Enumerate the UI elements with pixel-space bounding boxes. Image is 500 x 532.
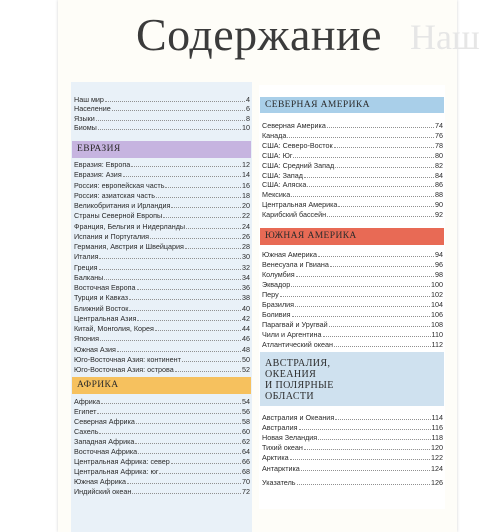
toc-entry-label: Языки xyxy=(74,113,95,123)
dot-leader xyxy=(96,114,245,121)
toc-entry xyxy=(262,330,443,339)
dot-leader xyxy=(129,293,241,300)
toc-entry-label: Германия, Австрия и Швейцария xyxy=(74,242,184,251)
toc-entry xyxy=(262,121,443,130)
toc-entry-page: 84 xyxy=(435,170,443,180)
toc-entry-page: 12 xyxy=(242,160,250,169)
toc-entry xyxy=(262,464,443,473)
toc-entry-label: Антарктика xyxy=(262,463,300,473)
toc-entry-page: 42 xyxy=(242,313,250,323)
toc-entry-page: 106 xyxy=(431,310,443,320)
toc-entry-page: 30 xyxy=(242,252,250,262)
toc-entry xyxy=(262,290,443,299)
toc-entry-page: 50 xyxy=(242,354,250,364)
toc-entry xyxy=(262,171,443,180)
dot-leader xyxy=(100,334,241,341)
toc-entry-label: Япония xyxy=(74,334,99,344)
toc-entry xyxy=(74,365,250,374)
toc-entry-page: 8 xyxy=(246,113,250,123)
dot-leader xyxy=(291,280,430,287)
page-title: Содержание xyxy=(136,9,383,60)
dot-leader xyxy=(117,345,241,352)
toc-entry xyxy=(74,467,250,476)
toc-entry-page: 68 xyxy=(242,467,250,476)
dot-leader xyxy=(330,260,434,267)
toc-entry-page: 94 xyxy=(435,250,443,259)
toc-entry-page: 74 xyxy=(435,121,443,130)
toc-entry-page: 120 xyxy=(431,443,443,453)
toc-entry-label: Южная Азия xyxy=(74,344,116,354)
toc-entry-label: Мексика xyxy=(262,190,291,200)
toc-entry-label: Африка xyxy=(74,397,101,406)
dot-leader xyxy=(323,330,431,337)
toc-entry xyxy=(74,407,250,416)
dot-leader xyxy=(335,161,434,168)
dot-leader xyxy=(163,211,241,218)
heading-line: И ПОЛЯРНЫЕ xyxy=(265,380,334,391)
toc-entry-label: Ближний Восток xyxy=(74,303,129,313)
dot-leader xyxy=(287,131,434,138)
dot-leader xyxy=(135,437,241,444)
toc-entry xyxy=(74,170,250,179)
dot-leader xyxy=(329,320,430,327)
toc-entry xyxy=(74,447,250,456)
toc-entry-label: Юго-Восточная Азия: континент xyxy=(74,354,181,364)
toc-entry-page: 44 xyxy=(242,324,250,333)
toc-entry xyxy=(262,200,443,209)
toc-entry-label: Центральная Африка: север xyxy=(74,457,170,466)
toc-entry xyxy=(74,427,250,436)
toc-entry-page: 90 xyxy=(435,200,443,210)
toc-entry-page: 118 xyxy=(431,433,443,443)
toc-entry xyxy=(262,180,443,189)
toc-entry-label: США: Юг xyxy=(262,150,293,160)
toc-entry-label: Греция xyxy=(74,262,98,272)
toc-entry-label: Италия xyxy=(74,252,99,262)
toc-entry-page: 96 xyxy=(435,260,443,270)
toc-entry-label: Перу xyxy=(262,290,279,300)
dot-leader xyxy=(292,310,431,317)
dot-leader xyxy=(334,141,434,148)
dot-leader xyxy=(131,160,241,167)
toc-entry-label: Китай, Монголия, Корея xyxy=(74,324,154,333)
dot-leader xyxy=(304,171,434,178)
toc-entry-label: Страны Северной Европы xyxy=(74,211,163,221)
dot-leader xyxy=(291,190,434,197)
dot-leader xyxy=(335,413,430,420)
toc-entry-page: 104 xyxy=(431,300,443,310)
toc-entry-label: Северная Америка xyxy=(262,121,326,130)
toc-entry xyxy=(262,270,443,279)
toc-entry-label: Египет xyxy=(74,407,97,416)
toc-entry-label: Тихий океан xyxy=(262,443,303,453)
dot-leader xyxy=(297,478,430,485)
section-heading-south-america: ЮЖНАЯ АМЕРИКА xyxy=(260,228,444,245)
dot-leader xyxy=(327,121,434,128)
toc-entry xyxy=(74,293,250,302)
toc-entry-page: 14 xyxy=(242,170,250,180)
toc-entry-page: 56 xyxy=(242,407,250,416)
toc-entry-label: Наш мир xyxy=(74,95,104,104)
dot-leader xyxy=(327,210,434,217)
toc-entry-label: Южная Африка xyxy=(74,477,127,486)
toc-entry-label: Россия: европейская часть xyxy=(74,180,165,190)
toc-entry xyxy=(74,355,250,364)
toc-entry-label: Евразия: Европа xyxy=(74,160,131,169)
dot-leader xyxy=(186,222,241,229)
toc-entry xyxy=(74,181,250,190)
toc-entry-label: Юго-Восточная Азия: острова xyxy=(74,365,174,374)
toc-entry-page: 48 xyxy=(242,344,250,354)
dot-leader xyxy=(136,417,241,424)
toc-entry-label: Восточная Африка xyxy=(74,447,138,456)
toc-entry-label: Боливия xyxy=(262,310,291,320)
dot-leader xyxy=(171,201,241,208)
section-heading-australia-oceania-polar xyxy=(260,352,444,406)
toc-entry xyxy=(74,334,250,343)
toc-entry-label: Центральная Африка: юг xyxy=(74,467,159,476)
toc-entry-label: Австралия и Океания xyxy=(262,413,335,422)
section-heading-eurasia: ЕВРАЗИЯ xyxy=(72,141,251,158)
toc-entry-page: 40 xyxy=(242,303,250,313)
toc-entry-page: 18 xyxy=(242,190,250,200)
toc-entry xyxy=(262,300,443,309)
dot-leader xyxy=(104,273,241,280)
dot-leader xyxy=(105,95,245,102)
toc-entry-label: Австралия xyxy=(262,423,298,433)
dot-leader xyxy=(129,304,241,311)
toc-entry-page: 86 xyxy=(435,180,443,190)
toc-entry-label: Атлантический океан xyxy=(262,340,333,350)
toc-entry-label: Чили и Аргентина xyxy=(262,330,322,340)
toc-entry-page: 98 xyxy=(435,270,443,280)
toc-entry-page: 64 xyxy=(242,447,250,456)
toc-entry-label: Эквадор xyxy=(262,280,291,290)
toc-entry xyxy=(262,413,443,422)
toc-entry-page: 16 xyxy=(242,180,250,190)
toc-entry-page: 54 xyxy=(242,397,250,406)
toc-entry-page: 88 xyxy=(435,190,443,200)
toc-entry-label: Великобритания и Ирландия xyxy=(74,201,171,210)
dot-leader xyxy=(137,283,241,290)
toc-entry-page: 80 xyxy=(435,150,443,160)
toc-entry xyxy=(74,252,250,261)
toc-entry xyxy=(74,477,250,486)
toc-entry-page: 38 xyxy=(242,293,250,303)
toc-entry xyxy=(262,141,443,150)
toc-entry xyxy=(74,95,250,104)
toc-entry-page: 6 xyxy=(246,104,250,114)
toc-entry-label: Центральная Америка xyxy=(262,200,338,210)
toc-entry xyxy=(74,487,250,496)
toc-entry-label: Бразилия xyxy=(262,300,295,310)
toc-entry xyxy=(262,280,443,289)
toc-entry xyxy=(74,457,250,466)
heading-line: ОКЕАНИЯ xyxy=(265,369,317,380)
toc-entry xyxy=(74,242,250,251)
dot-leader xyxy=(338,200,434,207)
toc-entry-label: Новая Зеландия xyxy=(262,433,318,443)
toc-entry-page: 110 xyxy=(431,330,443,340)
toc-entry-page: 58 xyxy=(242,417,250,426)
toc-entry-label: США: Аляска xyxy=(262,180,307,190)
toc-entry xyxy=(74,104,250,113)
toc-entry-page: 72 xyxy=(242,487,250,496)
dot-leader xyxy=(155,324,241,331)
dot-leader xyxy=(127,477,241,484)
dot-leader xyxy=(99,427,241,434)
toc-entry xyxy=(74,437,250,446)
dot-leader xyxy=(293,151,434,158)
toc-entry xyxy=(262,250,443,259)
toc-entry-page: 124 xyxy=(431,463,443,473)
dot-leader xyxy=(99,252,241,259)
toc-entry-page: 122 xyxy=(431,453,443,463)
toc-entry-page: 28 xyxy=(242,242,250,251)
toc-entry-page: 100 xyxy=(431,280,443,290)
toc-entry-page: 108 xyxy=(431,320,443,330)
dot-leader xyxy=(334,340,431,347)
dot-leader xyxy=(132,487,241,494)
toc-entry-label: Испания и Португалия xyxy=(74,231,150,241)
dot-leader xyxy=(318,250,434,257)
toc-entry-label: Россия: азиатская часть xyxy=(74,190,155,200)
toc-entry xyxy=(262,151,443,160)
facing-page-heading: Наш xyxy=(410,17,480,57)
heading-line: АВСТРАЛИЯ, xyxy=(265,358,331,369)
toc-entry xyxy=(74,160,250,169)
heading-line: ОБЛАСТИ xyxy=(265,391,315,402)
toc-entry xyxy=(74,222,250,231)
toc-entry-page: 60 xyxy=(242,427,250,436)
toc-entry xyxy=(74,232,250,241)
toc-entry xyxy=(74,201,250,210)
toc-entry-page: 92 xyxy=(435,210,443,220)
dot-leader xyxy=(97,407,241,414)
toc-entry-label: Биомы xyxy=(74,123,97,133)
toc-entry xyxy=(74,123,250,132)
dot-leader xyxy=(175,365,241,372)
toc-entry-page: 4 xyxy=(246,95,250,104)
toc-entry-label: Восточная Европа xyxy=(74,283,136,292)
toc-entry-page: 20 xyxy=(242,201,250,210)
toc-entry xyxy=(262,453,443,462)
dot-leader xyxy=(156,191,241,198)
toc-entry-label: Северная Африка xyxy=(74,417,135,426)
dot-leader xyxy=(165,181,241,188)
book-page xyxy=(58,0,480,532)
dot-leader xyxy=(185,242,241,249)
toc-entry xyxy=(262,190,443,199)
dot-leader xyxy=(182,355,241,362)
toc-entry-page: 66 xyxy=(242,457,250,466)
toc-entry xyxy=(74,263,250,272)
dot-leader xyxy=(112,104,245,111)
dot-leader xyxy=(307,180,434,187)
toc-entry-page: 22 xyxy=(242,211,250,221)
toc-entry xyxy=(262,260,443,269)
toc-entry-label: Сахель xyxy=(74,427,99,436)
toc-entry xyxy=(74,324,250,333)
toc-entry-label: Арктика xyxy=(262,453,289,463)
toc-entry xyxy=(262,340,443,349)
toc-entry-page: 102 xyxy=(431,290,443,300)
dot-leader xyxy=(304,443,430,450)
toc-entry-page: 70 xyxy=(242,477,250,486)
dot-leader xyxy=(123,170,241,177)
toc-entry-label: США: Северо-Восток xyxy=(262,140,333,150)
dot-leader xyxy=(138,447,241,454)
toc-entry-label: Карибский бассейн xyxy=(262,210,327,220)
toc-entry-page: 114 xyxy=(431,413,443,422)
toc-entry-label: Турция и Кавказ xyxy=(74,293,129,303)
toc-entry-label: США: Средний Запад xyxy=(262,160,335,170)
toc-entry xyxy=(74,114,250,123)
toc-entry-page: 126 xyxy=(431,478,443,487)
toc-entry xyxy=(262,310,443,319)
left-column xyxy=(71,82,252,532)
toc-entry-label: Канада xyxy=(262,130,287,140)
toc-entry-label: Южная Америка xyxy=(262,250,317,259)
toc-entry-label: Балканы xyxy=(74,272,104,282)
toc-entry-index xyxy=(262,478,443,487)
toc-entry-page: 10 xyxy=(242,123,250,133)
toc-entry-page: 32 xyxy=(242,262,250,272)
toc-entry xyxy=(262,131,443,140)
toc-entry-page: 82 xyxy=(435,160,443,170)
toc-entry xyxy=(74,314,250,323)
toc-entry-page: 112 xyxy=(431,340,443,350)
toc-entry-page: 24 xyxy=(242,221,250,231)
toc-entry-label: Евразия: Азия xyxy=(74,170,122,180)
toc-entry-page: 46 xyxy=(242,334,250,344)
dot-leader xyxy=(159,467,241,474)
toc-entry xyxy=(74,304,250,313)
dot-leader xyxy=(150,232,241,239)
dot-leader xyxy=(290,453,430,460)
dot-leader xyxy=(318,433,430,440)
toc-entry xyxy=(262,443,443,452)
toc-entry-label: Франция, Бельгия и Нидерланды xyxy=(74,221,186,231)
toc-entry-label: Центральная Азия xyxy=(74,313,137,323)
toc-entry-page: 52 xyxy=(242,365,250,374)
toc-entry-page: 78 xyxy=(435,140,443,150)
dot-leader xyxy=(98,123,241,130)
toc-entry xyxy=(262,423,443,432)
toc-entry xyxy=(262,161,443,170)
toc-entry-label: Венесуэла и Гвиана xyxy=(262,260,329,270)
dot-leader xyxy=(280,290,430,297)
toc-entry xyxy=(262,320,443,329)
dot-leader xyxy=(99,263,241,270)
toc-entry-label: Колумбия xyxy=(262,270,295,280)
dot-leader xyxy=(296,270,434,277)
toc-entry-page: 76 xyxy=(435,130,443,140)
toc-entry-page: 26 xyxy=(242,231,250,241)
toc-entry-page: 116 xyxy=(431,423,443,433)
section-heading-north-america: СЕВЕРНАЯ АМЕРИКА xyxy=(260,97,444,113)
dot-leader xyxy=(171,457,241,464)
right-column xyxy=(259,85,445,509)
toc-entry xyxy=(74,345,250,354)
dot-leader xyxy=(295,300,430,307)
toc-entry xyxy=(262,433,443,442)
section-heading-africa: АФРИКА xyxy=(72,377,251,394)
toc-entry xyxy=(74,283,250,292)
toc-entry xyxy=(262,210,443,219)
toc-entry-label: Индийский океан xyxy=(74,487,132,496)
dot-leader xyxy=(101,397,241,404)
toc-entry-page: 62 xyxy=(242,437,250,446)
toc-entry xyxy=(74,417,250,426)
toc-entry xyxy=(74,273,250,282)
dot-leader xyxy=(137,314,241,321)
toc-entry-label: Западная Африка xyxy=(74,437,135,446)
toc-entry-label: США: Запад xyxy=(262,170,303,180)
toc-entry-label: Парагвай и Уругвай xyxy=(262,320,328,330)
dot-leader xyxy=(299,423,431,430)
toc-entry-label: Указатель xyxy=(262,478,296,487)
toc-entry xyxy=(74,191,250,200)
toc-entry-page: 36 xyxy=(242,283,250,292)
toc-entry-label: Население xyxy=(74,104,111,114)
toc-entry-page: 34 xyxy=(242,272,250,282)
dot-leader xyxy=(301,464,430,471)
toc-entry xyxy=(74,397,250,406)
toc-entry xyxy=(74,211,250,220)
